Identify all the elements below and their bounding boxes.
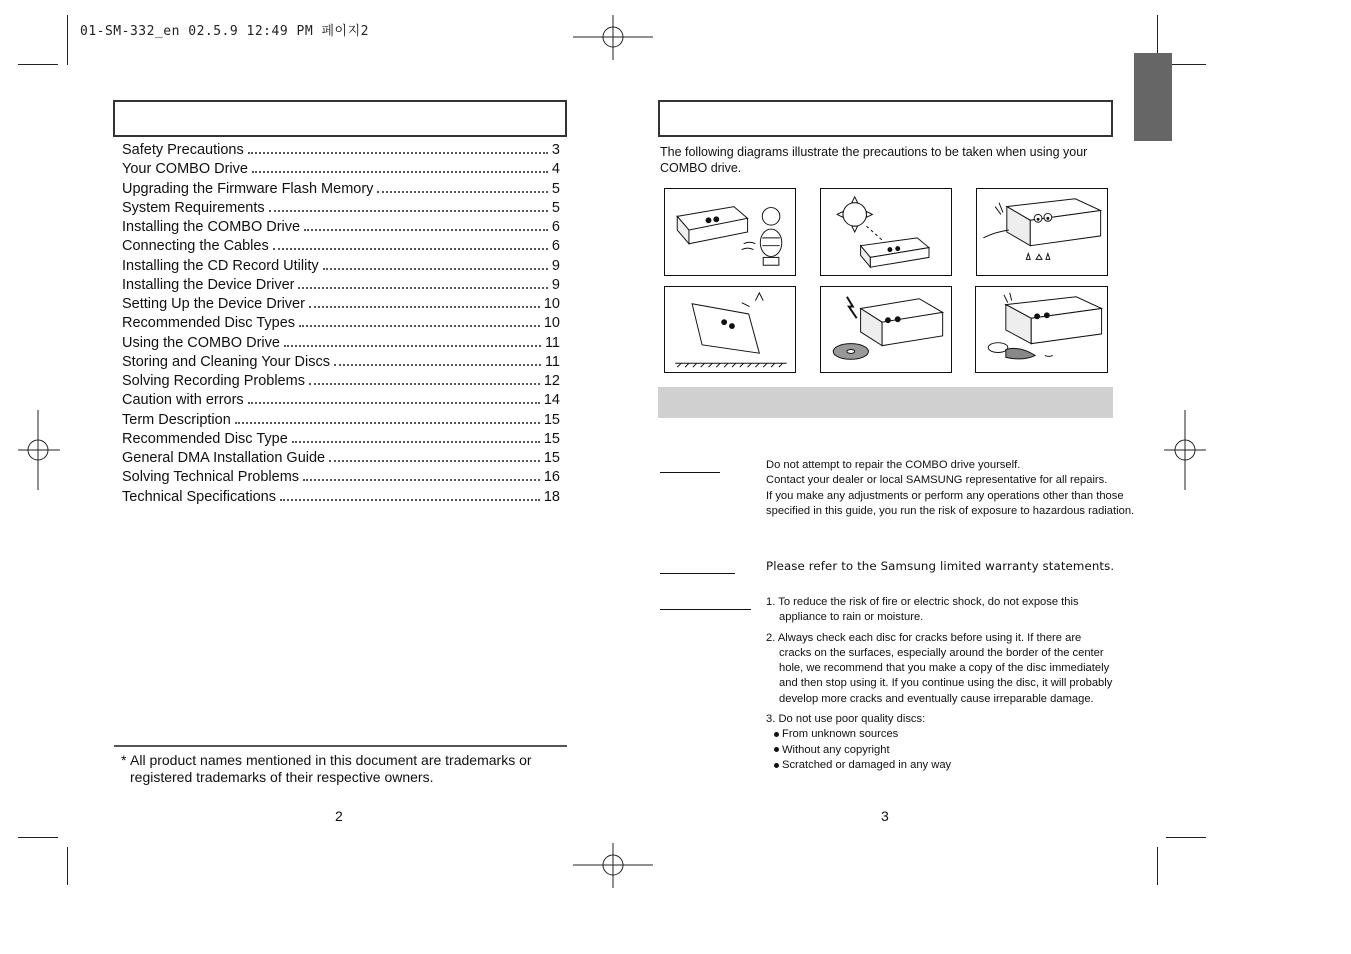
registration-mark xyxy=(573,15,653,60)
label-rule xyxy=(660,609,751,610)
toc-entry-page: 16 xyxy=(543,469,560,486)
item-text: appliance to rain or moisture. xyxy=(779,611,924,624)
toc-leader-dots xyxy=(248,152,548,154)
section-tab xyxy=(1134,53,1172,141)
toc-entry-page: 9 xyxy=(551,276,560,293)
crop-mark xyxy=(67,15,68,65)
bullet-item xyxy=(766,727,1136,742)
toc-entry-title: Term Description xyxy=(122,411,231,428)
toc-entry xyxy=(122,373,560,392)
toc-entry-page: 12 xyxy=(543,373,560,389)
toc-entry-page: 5 xyxy=(551,199,560,216)
toc-entry-page: 9 xyxy=(551,257,560,274)
toc-entry-page: 10 xyxy=(543,296,560,312)
toc-entry-title: Recommended Disc Type xyxy=(122,430,288,447)
toc-entry-page: 15 xyxy=(543,450,560,466)
toc-entry-page: 5 xyxy=(551,180,560,197)
toc-entry-page: 11 xyxy=(544,353,560,370)
precaution-item-2 xyxy=(766,631,1136,707)
item-text: and then stop using it. If you continue using the disc, it will probably xyxy=(779,677,1113,690)
crop-mark xyxy=(1157,847,1158,885)
toc-entry-title: Using the COMBO Drive xyxy=(122,334,280,351)
toc-entry xyxy=(122,489,560,508)
bullet-item xyxy=(766,758,1136,773)
precaution-item-3 xyxy=(766,712,1136,773)
warranty-text: Please refer to the Samsung limited warranty statements. xyxy=(766,559,1115,573)
toc-leader-dots xyxy=(235,422,540,424)
toc-entry xyxy=(122,335,560,354)
toc-entry xyxy=(122,219,560,238)
toc-entry xyxy=(122,450,560,469)
toc-entry-page: 14 xyxy=(543,392,560,409)
toc-entry-title: Installing the CD Record Utility xyxy=(122,257,319,274)
label-rule xyxy=(660,472,720,473)
section-heading-band xyxy=(658,387,1113,418)
toc-leader-dots xyxy=(273,248,548,250)
toc-entry-title: Setting Up the Device Driver xyxy=(122,296,305,312)
toc-leader-dots xyxy=(248,402,540,404)
item-text: To reduce the risk of fire or electric shock, do not expose this xyxy=(778,596,1079,608)
toc-leader-dots xyxy=(304,229,548,231)
toc-entry-page: 11 xyxy=(544,334,560,351)
footnote-divider xyxy=(114,745,567,747)
item-text: cracks on the surfaces, especially around the border of the center xyxy=(779,646,1104,659)
repair-line: specified in this guide, you run the risk of exposure to hazardous radiation. xyxy=(766,504,1135,517)
repair-line: Contact your dealer or local SAMSUNG representative for all repairs. xyxy=(766,474,1108,487)
bullet-text: Without any copyright xyxy=(782,743,890,756)
toc-leader-dots xyxy=(298,287,547,289)
toc-entry-page: 6 xyxy=(551,219,560,235)
toc-leader-dots xyxy=(303,479,540,481)
item-text: develop more cracks and eventually cause irreparable damage. xyxy=(779,692,1094,705)
bullet-icon xyxy=(774,763,779,768)
bullet-item xyxy=(766,743,1136,758)
toc-entry-title: Your COMBO Drive xyxy=(122,161,248,178)
toc-entry-page: 15 xyxy=(543,430,560,447)
toc-entry xyxy=(122,296,560,315)
toc-entry-title: Installing the Device Driver xyxy=(122,276,295,293)
toc-leader-dots xyxy=(284,345,541,347)
toc-entry xyxy=(122,181,560,200)
contents-title-box xyxy=(113,100,567,137)
toc-entry-title: Installing the COMBO Drive xyxy=(122,219,301,235)
trademark-footnote xyxy=(121,752,561,786)
toc-entry-title: Solving Recording Problems xyxy=(122,373,305,389)
toc-entry-page: 15 xyxy=(543,411,560,428)
toc-entry-page: 18 xyxy=(543,488,560,505)
registration-mark xyxy=(18,410,60,490)
illus-disc-damage xyxy=(820,286,952,373)
item-number: 3. xyxy=(766,713,776,726)
toc-leader-dots xyxy=(309,383,540,385)
toc-leader-dots xyxy=(269,210,548,212)
toc-entry xyxy=(122,161,560,180)
toc-entry xyxy=(122,354,560,373)
precaution-item-1 xyxy=(766,595,1136,626)
toc-leader-dots xyxy=(252,171,548,173)
toc-entry xyxy=(122,142,560,161)
illus-sun-heat xyxy=(820,188,952,276)
toc-entry xyxy=(122,412,560,431)
item-number: 2. xyxy=(766,631,776,644)
repair-line: If you make any adjustments or perform any operations other than those xyxy=(766,489,1124,502)
safety-title-box xyxy=(658,100,1113,137)
toc-leader-dots xyxy=(334,364,541,366)
toc-entry-page: 10 xyxy=(543,315,560,332)
toc-entry-page: 4 xyxy=(551,161,560,178)
illus-liquid-spill xyxy=(975,286,1108,373)
registration-mark xyxy=(1164,410,1206,490)
toc-leader-dots xyxy=(299,325,540,327)
item-text: Always check each disc for cracks before using it. If there are xyxy=(777,631,1082,644)
illus-screws-open xyxy=(976,188,1108,276)
crop-mark xyxy=(1166,837,1206,838)
illus-drop xyxy=(664,286,796,373)
toc-leader-dots xyxy=(377,191,548,193)
label-rule xyxy=(660,573,735,574)
repair-line: Do not attempt to repair the COMBO drive yourself. xyxy=(766,459,1021,471)
toc-entry xyxy=(122,315,560,334)
toc-entry-title: Solving Technical Problems xyxy=(122,469,300,486)
crop-mark xyxy=(1166,64,1206,65)
page-number-left: 2 xyxy=(335,808,343,824)
item-text: hole, we recommend that you make a copy of the disc immediately xyxy=(779,662,1110,675)
toc-entry-title: General DMA Installation Guide xyxy=(122,450,326,466)
toc-leader-dots xyxy=(309,306,540,308)
bullet-icon xyxy=(774,732,779,737)
crop-mark xyxy=(67,847,68,885)
toc-entry xyxy=(122,431,560,450)
precautions-list xyxy=(766,595,1136,773)
page-number-right: 3 xyxy=(881,808,889,824)
toc-entry-title: Upgrading the Firmware Flash Memory xyxy=(122,180,374,197)
table-of-contents xyxy=(122,142,560,508)
item-number: 1. xyxy=(766,596,776,608)
illus-heat-fan xyxy=(664,188,796,276)
crop-mark xyxy=(18,837,58,838)
toc-entry xyxy=(122,469,560,488)
intro-text: The following diagrams illustrate the precautions to be taken when using your COMBO drive. xyxy=(660,145,1088,175)
toc-leader-dots xyxy=(329,460,540,462)
toc-entry-title: System Requirements xyxy=(122,199,265,216)
toc-entry-page: 3 xyxy=(551,142,560,158)
footnote-text: All product names mentioned in this document are trademarks or registered trademarks of their respective owners. xyxy=(130,752,532,785)
crop-mark xyxy=(18,64,58,65)
repair-notice xyxy=(766,458,1136,519)
toc-entry-title: Technical Specifications xyxy=(122,488,276,505)
toc-entry-page: 6 xyxy=(551,238,560,255)
bullet-text: From unknown sources xyxy=(782,728,899,741)
toc-entry-title: Caution with errors xyxy=(122,392,244,409)
toc-leader-dots xyxy=(323,268,548,270)
toc-leader-dots xyxy=(280,499,540,501)
toc-entry-title: Recommended Disc Types xyxy=(122,315,296,332)
toc-entry-title: Safety Precautions xyxy=(122,142,244,158)
toc-entry-title: Connecting the Cables xyxy=(122,238,269,255)
footnote-star: * xyxy=(121,752,127,768)
toc-entry xyxy=(122,238,560,257)
toc-entry-title: Storing and Cleaning Your Discs xyxy=(122,353,330,370)
toc-entry xyxy=(122,200,560,219)
print-header: 01-SM-332_en 02.5.9 12:49 PM 페이지2 xyxy=(80,24,369,39)
toc-entry xyxy=(122,277,560,296)
toc-entry xyxy=(122,392,560,411)
item-text: Do not use poor quality discs: xyxy=(778,713,926,726)
toc-leader-dots xyxy=(292,441,540,443)
bullet-icon xyxy=(774,747,779,752)
bullet-text: Scratched or damaged in any way xyxy=(782,758,952,771)
toc-entry xyxy=(122,258,560,277)
registration-mark xyxy=(573,843,653,888)
